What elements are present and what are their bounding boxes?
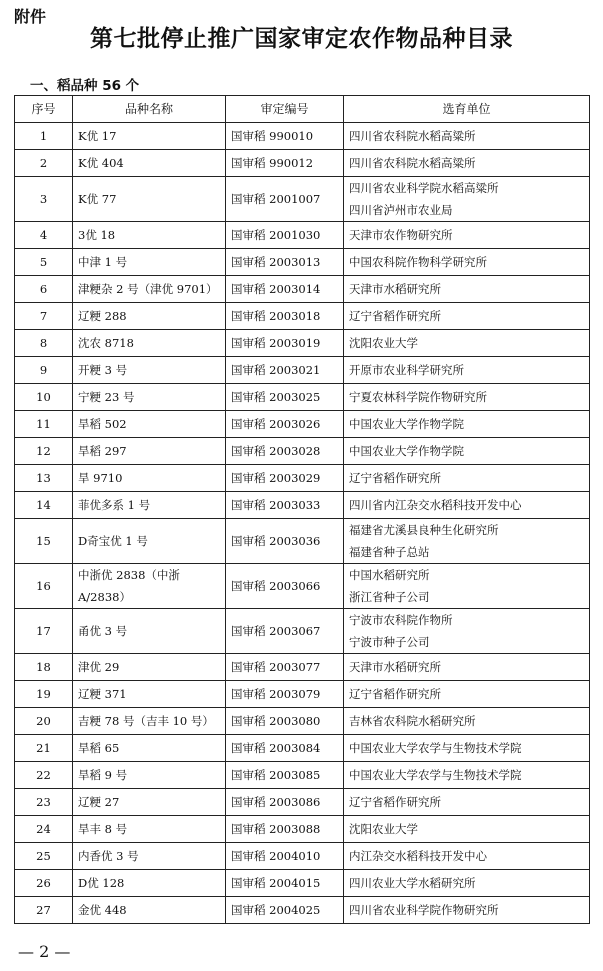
cell-number: 3 — [15, 177, 73, 222]
column-header-number: 序号 — [15, 96, 73, 123]
cell-breeding-unit — [344, 357, 590, 384]
cell-breeding-unit — [344, 222, 590, 249]
cell-breeding-unit — [344, 123, 590, 150]
cell-variety-name — [73, 609, 226, 654]
cell-variety-name — [73, 249, 226, 276]
breeding-unit-line: 四川省农业科学院作物研究所 — [349, 903, 499, 917]
cell-approval-code: 国审稻 990010 — [226, 123, 344, 150]
variety-name-line: K优 404 — [78, 156, 124, 170]
cell-breeding-unit — [344, 564, 590, 609]
cell-variety-name — [73, 384, 226, 411]
variety-name-line: 中津 1 号 — [78, 255, 128, 269]
cell-variety-name — [73, 465, 226, 492]
table-row — [15, 609, 590, 654]
cell-number: 22 — [15, 762, 73, 789]
cell-number: 14 — [15, 492, 73, 519]
cell-approval-code: 国审稻 2003033 — [226, 492, 344, 519]
cell-number: 6 — [15, 276, 73, 303]
cell-approval-code: 国审稻 2001007 — [226, 177, 344, 222]
table-row — [15, 357, 590, 384]
breeding-unit-line: 辽宁省稻作研究所 — [349, 309, 441, 323]
cell-breeding-unit — [344, 816, 590, 843]
variety-name-line: 菲优多系 1 号 — [78, 498, 151, 512]
cell-approval-code: 国审稻 2003088 — [226, 816, 344, 843]
cell-variety-name — [73, 438, 226, 465]
breeding-unit-line: 四川省内江杂交水稻科技开发中心 — [349, 498, 522, 512]
cell-number: 26 — [15, 870, 73, 897]
cell-variety-name — [73, 789, 226, 816]
breeding-unit-line: 天津市水稻研究所 — [349, 282, 441, 296]
cell-breeding-unit — [344, 177, 590, 222]
cell-number: 20 — [15, 708, 73, 735]
breeding-unit-line: 四川省农业科学院水稻高粱所 — [349, 181, 499, 195]
cell-breeding-unit — [344, 843, 590, 870]
table-row — [15, 150, 590, 177]
breeding-unit-line: 辽宁省稻作研究所 — [349, 471, 441, 485]
cell-breeding-unit — [344, 519, 590, 564]
cell-variety-name — [73, 177, 226, 222]
cell-breeding-unit — [344, 681, 590, 708]
table-row — [15, 762, 590, 789]
breeding-unit-line: 四川农业大学水稻研究所 — [349, 876, 476, 890]
cell-variety-name — [73, 564, 226, 609]
variety-name-line: 开粳 3 号 — [78, 363, 128, 377]
breeding-unit-line: 吉林省农科院水稻研究所 — [349, 714, 476, 728]
breeding-unit-line: 内江杂交水稻科技开发中心 — [349, 849, 487, 863]
table-row — [15, 870, 590, 897]
breeding-unit-line: 天津市水稻研究所 — [349, 660, 441, 674]
cell-variety-name — [73, 276, 226, 303]
cell-approval-code: 国审稻 2004025 — [226, 897, 344, 924]
cell-breeding-unit — [344, 870, 590, 897]
cell-approval-code: 国审稻 2003028 — [226, 438, 344, 465]
cell-number: 2 — [15, 150, 73, 177]
cell-breeding-unit — [344, 303, 590, 330]
variety-name-line: 吉粳 78 号（吉丰 10 号） — [78, 714, 214, 728]
cell-approval-code: 国审稻 990012 — [226, 150, 344, 177]
cell-number: 11 — [15, 411, 73, 438]
cell-approval-code: 国审稻 2001030 — [226, 222, 344, 249]
variety-name-line: 辽粳 27 — [78, 795, 120, 809]
breeding-unit-line: 沈阳农业大学 — [349, 822, 418, 836]
column-header-unit: 选育单位 — [344, 96, 590, 123]
cell-breeding-unit — [344, 438, 590, 465]
breeding-unit-line: 四川省农科院水稻高粱所 — [349, 129, 476, 143]
table-row — [15, 222, 590, 249]
table-row — [15, 708, 590, 735]
table-row — [15, 492, 590, 519]
variety-table — [14, 95, 590, 924]
cell-variety-name — [73, 870, 226, 897]
cell-breeding-unit — [344, 654, 590, 681]
table-row — [15, 564, 590, 609]
variety-name-line: 辽粳 288 — [78, 309, 127, 323]
cell-approval-code: 国审稻 2003084 — [226, 735, 344, 762]
cell-number: 1 — [15, 123, 73, 150]
cell-variety-name — [73, 519, 226, 564]
cell-number: 24 — [15, 816, 73, 843]
cell-variety-name — [73, 150, 226, 177]
breeding-unit-line: 宁夏农林科学院作物研究所 — [349, 390, 487, 404]
breeding-unit-line: 沈阳农业大学 — [349, 336, 418, 350]
variety-name-line: 津优 29 — [78, 660, 120, 674]
variety-name-line: K优 77 — [78, 192, 117, 206]
breeding-unit-line: 宁波市种子公司 — [349, 635, 430, 649]
table-row — [15, 789, 590, 816]
variety-name-line: 3优 18 — [78, 228, 116, 242]
table-row — [15, 465, 590, 492]
table-row — [15, 303, 590, 330]
table-header-row — [15, 96, 590, 123]
section-heading: 一、稻品种 56 个 — [30, 78, 140, 94]
cell-breeding-unit — [344, 150, 590, 177]
variety-name-line: 旱稻 9 号 — [78, 768, 128, 782]
cell-breeding-unit — [344, 897, 590, 924]
cell-breeding-unit — [344, 384, 590, 411]
cell-number: 21 — [15, 735, 73, 762]
cell-number: 9 — [15, 357, 73, 384]
cell-number: 8 — [15, 330, 73, 357]
document-title: 第七批停止推广国家审定农作物品种目录 — [90, 25, 513, 52]
cell-approval-code: 国审稻 2003014 — [226, 276, 344, 303]
cell-approval-code: 国审稻 2003013 — [226, 249, 344, 276]
cell-approval-code: 国审稻 2003079 — [226, 681, 344, 708]
cell-number: 16 — [15, 564, 73, 609]
table-row — [15, 249, 590, 276]
cell-number: 12 — [15, 438, 73, 465]
cell-breeding-unit — [344, 411, 590, 438]
table-row — [15, 123, 590, 150]
cell-approval-code: 国审稻 2003025 — [226, 384, 344, 411]
cell-number: 15 — [15, 519, 73, 564]
cell-approval-code: 国审稻 2003067 — [226, 609, 344, 654]
cell-variety-name — [73, 681, 226, 708]
table-body — [15, 123, 590, 924]
variety-name-line: 金优 448 — [78, 903, 127, 917]
table-row — [15, 177, 590, 222]
cell-variety-name — [73, 222, 226, 249]
cell-approval-code: 国审稻 2003036 — [226, 519, 344, 564]
breeding-unit-line: 中国农业大学农学与生物技术学院 — [349, 768, 522, 782]
cell-variety-name — [73, 123, 226, 150]
table-row — [15, 897, 590, 924]
cell-number: 17 — [15, 609, 73, 654]
cell-approval-code: 国审稻 2004015 — [226, 870, 344, 897]
cell-breeding-unit — [344, 465, 590, 492]
cell-number: 10 — [15, 384, 73, 411]
table-row — [15, 843, 590, 870]
cell-approval-code: 国审稻 2003026 — [226, 411, 344, 438]
variety-name-line: D奇宝优 1 号 — [78, 534, 148, 548]
cell-approval-code: 国审稻 2003085 — [226, 762, 344, 789]
cell-number: 7 — [15, 303, 73, 330]
table-row — [15, 330, 590, 357]
cell-number: 19 — [15, 681, 73, 708]
table-row — [15, 681, 590, 708]
cell-breeding-unit — [344, 789, 590, 816]
cell-variety-name — [73, 816, 226, 843]
cell-variety-name — [73, 492, 226, 519]
breeding-unit-line: 辽宁省稻作研究所 — [349, 795, 441, 809]
cell-approval-code: 国审稻 2003021 — [226, 357, 344, 384]
cell-variety-name — [73, 708, 226, 735]
cell-number: 13 — [15, 465, 73, 492]
variety-name-line: 沈农 8718 — [78, 336, 134, 350]
cell-variety-name — [73, 762, 226, 789]
cell-approval-code: 国审稻 2003080 — [226, 708, 344, 735]
cell-variety-name — [73, 411, 226, 438]
cell-breeding-unit — [344, 735, 590, 762]
page-number: — 2 — — [18, 942, 71, 961]
cell-approval-code: 国审稻 2003077 — [226, 654, 344, 681]
breeding-unit-line: 中国水稻研究所 — [349, 568, 430, 582]
cell-number: 27 — [15, 897, 73, 924]
cell-variety-name — [73, 654, 226, 681]
breeding-unit-line: 宁波市农科院作物所 — [349, 613, 453, 627]
cell-number: 18 — [15, 654, 73, 681]
cell-breeding-unit — [344, 276, 590, 303]
breeding-unit-line: 中国农业大学作物学院 — [349, 417, 464, 431]
cell-number: 4 — [15, 222, 73, 249]
cell-breeding-unit — [344, 330, 590, 357]
cell-approval-code: 国审稻 2003029 — [226, 465, 344, 492]
table-row — [15, 654, 590, 681]
cell-variety-name — [73, 303, 226, 330]
variety-name-line: 内香优 3 号 — [78, 849, 139, 863]
breeding-unit-line: 四川省农科院水稻高粱所 — [349, 156, 476, 170]
column-header-code: 审定编号 — [226, 96, 344, 123]
breeding-unit-line: 中国农业大学作物学院 — [349, 444, 464, 458]
variety-name-line: 中浙优 2838（中浙 — [78, 568, 180, 582]
variety-name-line: 宁粳 23 号 — [78, 390, 135, 404]
cell-number: 25 — [15, 843, 73, 870]
variety-name-line: A/2838） — [78, 590, 131, 604]
column-header-name: 品种名称 — [73, 96, 226, 123]
breeding-unit-line: 浙江省种子公司 — [349, 590, 430, 604]
cell-approval-code: 国审稻 2003018 — [226, 303, 344, 330]
breeding-unit-line: 中国农业大学农学与生物技术学院 — [349, 741, 522, 755]
breeding-unit-line: 开原市农业科学研究所 — [349, 363, 464, 377]
cell-approval-code: 国审稻 2003086 — [226, 789, 344, 816]
cell-breeding-unit — [344, 762, 590, 789]
cell-breeding-unit — [344, 249, 590, 276]
variety-name-line: 旱丰 8 号 — [78, 822, 128, 836]
breeding-unit-line: 天津市农作物研究所 — [349, 228, 453, 242]
table-row — [15, 384, 590, 411]
cell-approval-code: 国审稻 2004010 — [226, 843, 344, 870]
variety-name-line: 甬优 3 号 — [78, 624, 128, 638]
cell-variety-name — [73, 897, 226, 924]
breeding-unit-line: 四川省泸州市农业局 — [349, 203, 453, 217]
cell-number: 23 — [15, 789, 73, 816]
table-row — [15, 816, 590, 843]
breeding-unit-line: 福建省种子总站 — [349, 545, 430, 559]
table-row — [15, 438, 590, 465]
table-row — [15, 276, 590, 303]
cell-breeding-unit — [344, 609, 590, 654]
variety-name-line: 辽粳 371 — [78, 687, 127, 701]
variety-name-line: D优 128 — [78, 876, 125, 890]
cell-approval-code: 国审稻 2003066 — [226, 564, 344, 609]
variety-name-line: 旱 9710 — [78, 471, 123, 485]
cell-variety-name — [73, 357, 226, 384]
cell-variety-name — [73, 843, 226, 870]
breeding-unit-line: 辽宁省稻作研究所 — [349, 687, 441, 701]
cell-breeding-unit — [344, 708, 590, 735]
cell-variety-name — [73, 330, 226, 357]
variety-name-line: 旱稻 297 — [78, 444, 127, 458]
breeding-unit-line: 中国农科院作物科学研究所 — [349, 255, 487, 269]
cell-approval-code: 国审稻 2003019 — [226, 330, 344, 357]
variety-name-line: 旱稻 65 — [78, 741, 120, 755]
table-row — [15, 411, 590, 438]
variety-name-line: 津粳杂 2 号（津优 9701） — [78, 282, 218, 296]
variety-name-line: K优 17 — [78, 129, 117, 143]
cell-number: 5 — [15, 249, 73, 276]
table-row — [15, 735, 590, 762]
cell-variety-name — [73, 735, 226, 762]
table-row — [15, 519, 590, 564]
attachment-label: 附件 — [14, 7, 47, 26]
breeding-unit-line: 福建省尤溪县良种生化研究所 — [349, 523, 499, 537]
variety-name-line: 旱稻 502 — [78, 417, 127, 431]
cell-breeding-unit — [344, 492, 590, 519]
